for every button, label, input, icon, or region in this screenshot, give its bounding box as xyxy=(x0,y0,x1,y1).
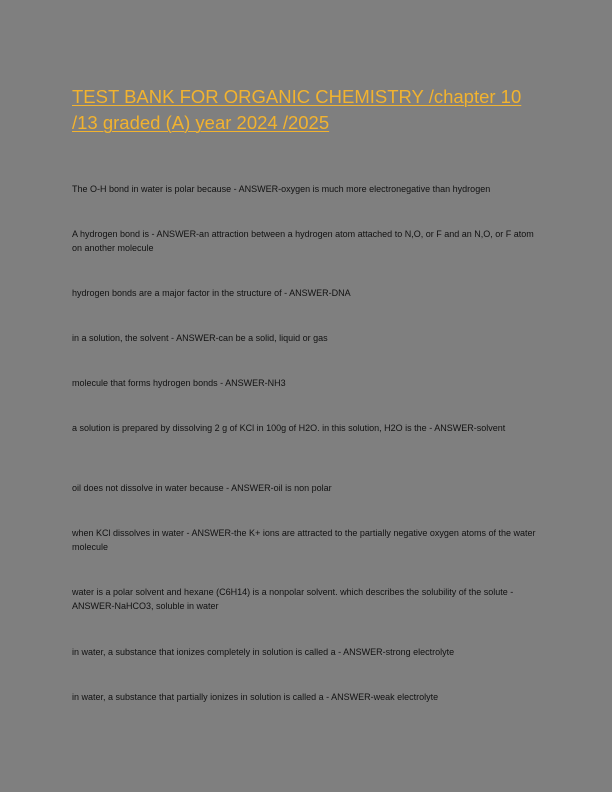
question-7: oil does not dissolve in water because - ANSWER-oil is non polar xyxy=(72,483,332,493)
question-10: in water, a substance that ionizes completely in solution is called a - ANSWER-strong electrolyte xyxy=(72,647,455,657)
question-6: a solution is prepared by dissolving 2 g of KCl in 100g of H2O. in this solution, H2O is the - ANSWER-solvent xyxy=(72,423,506,433)
document-title: TEST BANK FOR ORGANIC CHEMISTRY /chapter 10 /13 graded (A) year 2024 /2025 xyxy=(72,86,522,133)
question-5: molecule that forms hydrogen bonds - ANSWER-NH3 xyxy=(72,378,286,388)
question-9: water is a polar solvent and hexane (C6H14) is a nonpolar solvent. which describes the solubility of the solute - ANSWER-NaHCO3, soluble in water xyxy=(72,587,514,611)
question-8: when KCl dissolves in water - ANSWER-the K+ ions are attracted to the partially negative oxygen atoms of the water molecule xyxy=(72,528,536,552)
question-3: hydrogen bonds are a major factor in the structure of - ANSWER-DNA xyxy=(72,288,351,298)
question-1: The O-H bond in water is polar because - ANSWER-oxygen is much more electronegative than hydrogen xyxy=(72,184,491,194)
question-2: A hydrogen bond is - ANSWER-an attraction between a hydrogen atom attached to N,O, or F and an N,O, or F atom on another molecule xyxy=(72,229,534,253)
question-4: in a solution, the solvent - ANSWER-can be a solid, liquid or gas xyxy=(72,333,328,343)
question-11: in water, a substance that partially ionizes in solution is called a - ANSWER-weak electrolyte xyxy=(72,692,439,702)
